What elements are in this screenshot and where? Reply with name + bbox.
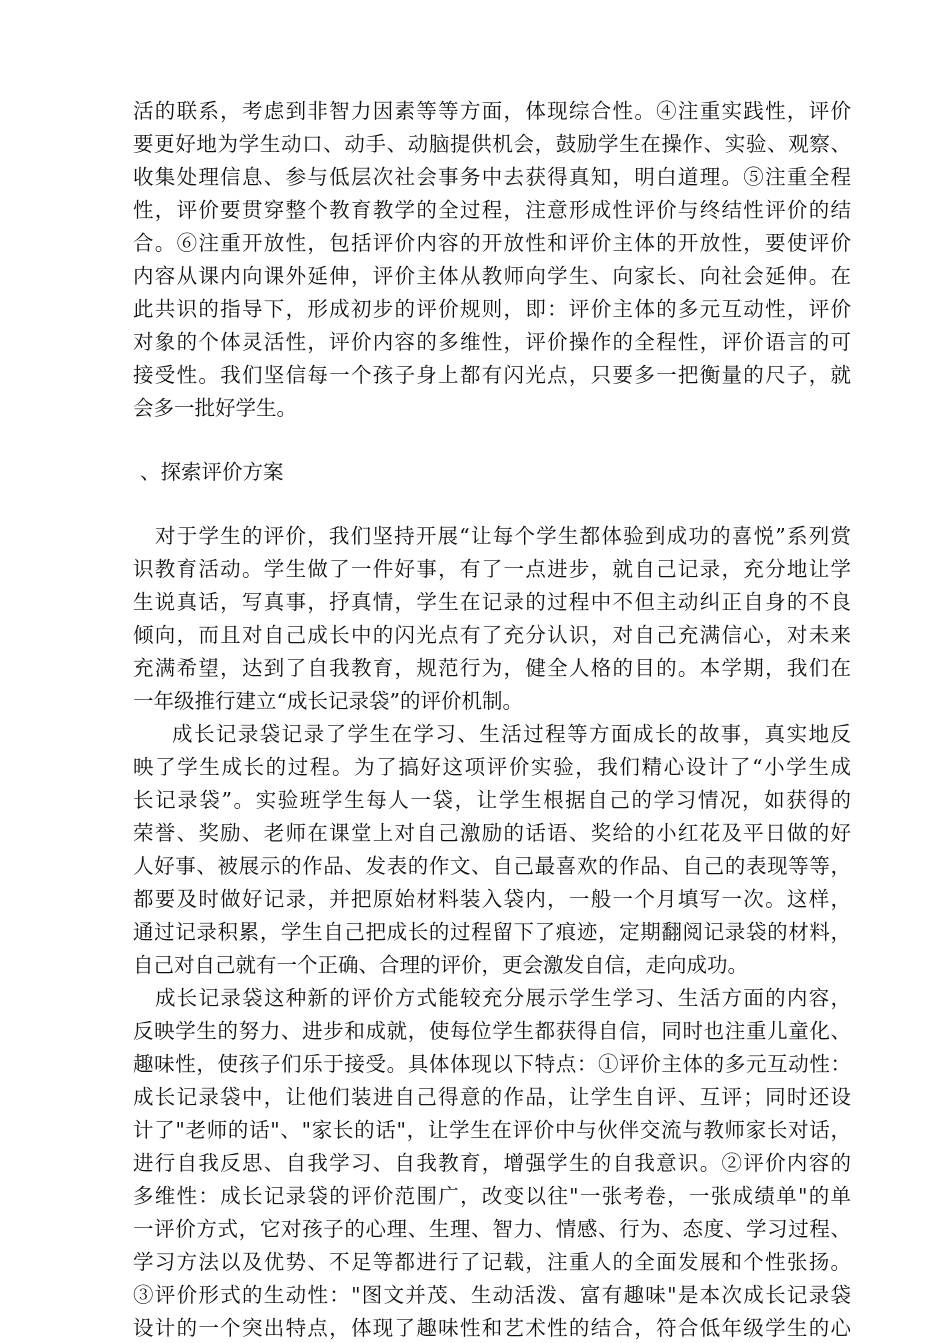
text-line: 人好事、被展示的作品、发表的作文、自己最喜欢的作品、自己的表现等等， xyxy=(133,854,851,878)
text-line: 自己对自己就有一个正确、合理的评价，更会激发自信，走向成功。 xyxy=(133,953,748,977)
text-line: 内容从课内向课外延伸，评价主体从教师向学生、向家长、向社会延伸。在 xyxy=(133,264,851,288)
text-line: 对象的个体灵活性，评价内容的多维性，评价操作的全程性，评价语言的可 xyxy=(133,330,851,354)
text-line: 生说真话，写真事，抒真情，学生在记录的过程中不但主动纠正自身的不良 xyxy=(133,590,851,614)
text-line: 收集处理信息、参与低层次社会事务中去获得真知，明白道理。⑤注重全程 xyxy=(133,165,851,189)
text-line: 合。⑥注重开放性，包括评价内容的开放性和评价主体的开放性，要使评价 xyxy=(133,231,851,255)
text-line: 对于学生的评价，我们坚持开展“让每个学生都体验到成功的喜悦”系列赏 xyxy=(155,524,851,548)
text-line: 趣味性，使孩子们乐于接受。具体体现以下特点：①评价主体的多元互动性： xyxy=(133,1052,851,1076)
text-line: 识教育活动。学生做了一件好事，有了一点进步，就自己记录，充分地让学 xyxy=(133,557,851,581)
text-line: 要更好地为学生动口、动手、动脑提供机会，鼓励学生在操作、实验、观察、 xyxy=(133,132,851,156)
text-line: 反映学生的努力、进步和成就，使每位学生都获得自信，同时也注重儿童化、 xyxy=(133,1019,851,1043)
text-line: 成长记录袋这种新的评价方式能较充分展示学生学习、生活方面的内容， xyxy=(155,986,851,1010)
text-line: 长记录袋”。实验班学生每人一袋，让学生根据自己的学习情况，如获得的 xyxy=(133,788,851,812)
text-line: 接受性。我们坚信每一个孩子身上都有闪光点，只要多一把衡量的尺子，就 xyxy=(133,363,851,387)
text-line: 一评价方式，它对孩子的心理、生理、智力、情感、行为、态度、学习过程、 xyxy=(133,1217,851,1241)
text-line: 设计的一个突出特点，体现了趣味性和艺术性的结合，符合低年级学生的心 xyxy=(133,1316,851,1340)
text-line: 通过记录积累，学生自己把成长的过程留下了痕迹，定期翻阅记录袋的材料， xyxy=(133,920,851,944)
text-line: 一年级推行建立“成长记录袋”的评价机制。 xyxy=(133,689,523,713)
text-line: 成长记录袋记录了学生在学习、生活过程等方面成长的故事，真实地反 xyxy=(172,722,851,746)
text-line: 活的联系，考虑到非智力因素等等方面，体现综合性。④注重实践性，评价 xyxy=(133,99,851,123)
text-line: 成长记录袋中，让他们装进自己得意的作品，让学生自评、互评；同时还设 xyxy=(133,1085,851,1109)
text-line: 进行自我反思、自我学习、自我教育，增强学生的自我意识。②评价内容的 xyxy=(133,1151,851,1175)
text-line: 倾向，而且对自己成长中的闪光点有了充分认识，对自己充满信心，对未来 xyxy=(133,623,851,647)
text-line: 充满希望，达到了自我教育，规范行为，健全人格的目的。本学期，我们在 xyxy=(133,656,851,680)
text-line: 计了"老师的话"、"家长的话"，让学生在评价中与伙伴交流与教师家长对话， xyxy=(133,1118,851,1142)
text-line: ③评价形式的生动性："图文并茂、生动活泼、富有趣味"是本次成长记录袋 xyxy=(133,1283,851,1307)
section-heading: 、探索评价方案 xyxy=(140,460,284,484)
text-line: 此共识的指导下，形成初步的评价规则，即：评价主体的多元互动性，评价 xyxy=(133,297,851,321)
text-line: 会多一批好学生。 xyxy=(133,396,297,420)
text-line: 都要及时做好记录，并把原始材料装入袋内，一般一个月填写一次。这样， xyxy=(133,887,851,911)
text-line: 性，评价要贯穿整个教育教学的全过程，注意形成性评价与终结性评价的结 xyxy=(133,198,851,222)
text-line: 荣誉、奖励、老师在课堂上对自己激励的话语、奖给的小红花及平日做的好 xyxy=(133,821,851,845)
text-line: 映了学生成长的过程。为了搞好这项评价实验，我们精心设计了“小学生成 xyxy=(133,755,851,779)
text-line: 多维性：成长记录袋的评价范围广，改变以往"一张考卷，一张成绩单"的单 xyxy=(133,1184,851,1208)
text-line: 学习方法以及优势、不足等都进行了记载，注重人的全面发展和个性张扬。 xyxy=(133,1250,851,1274)
